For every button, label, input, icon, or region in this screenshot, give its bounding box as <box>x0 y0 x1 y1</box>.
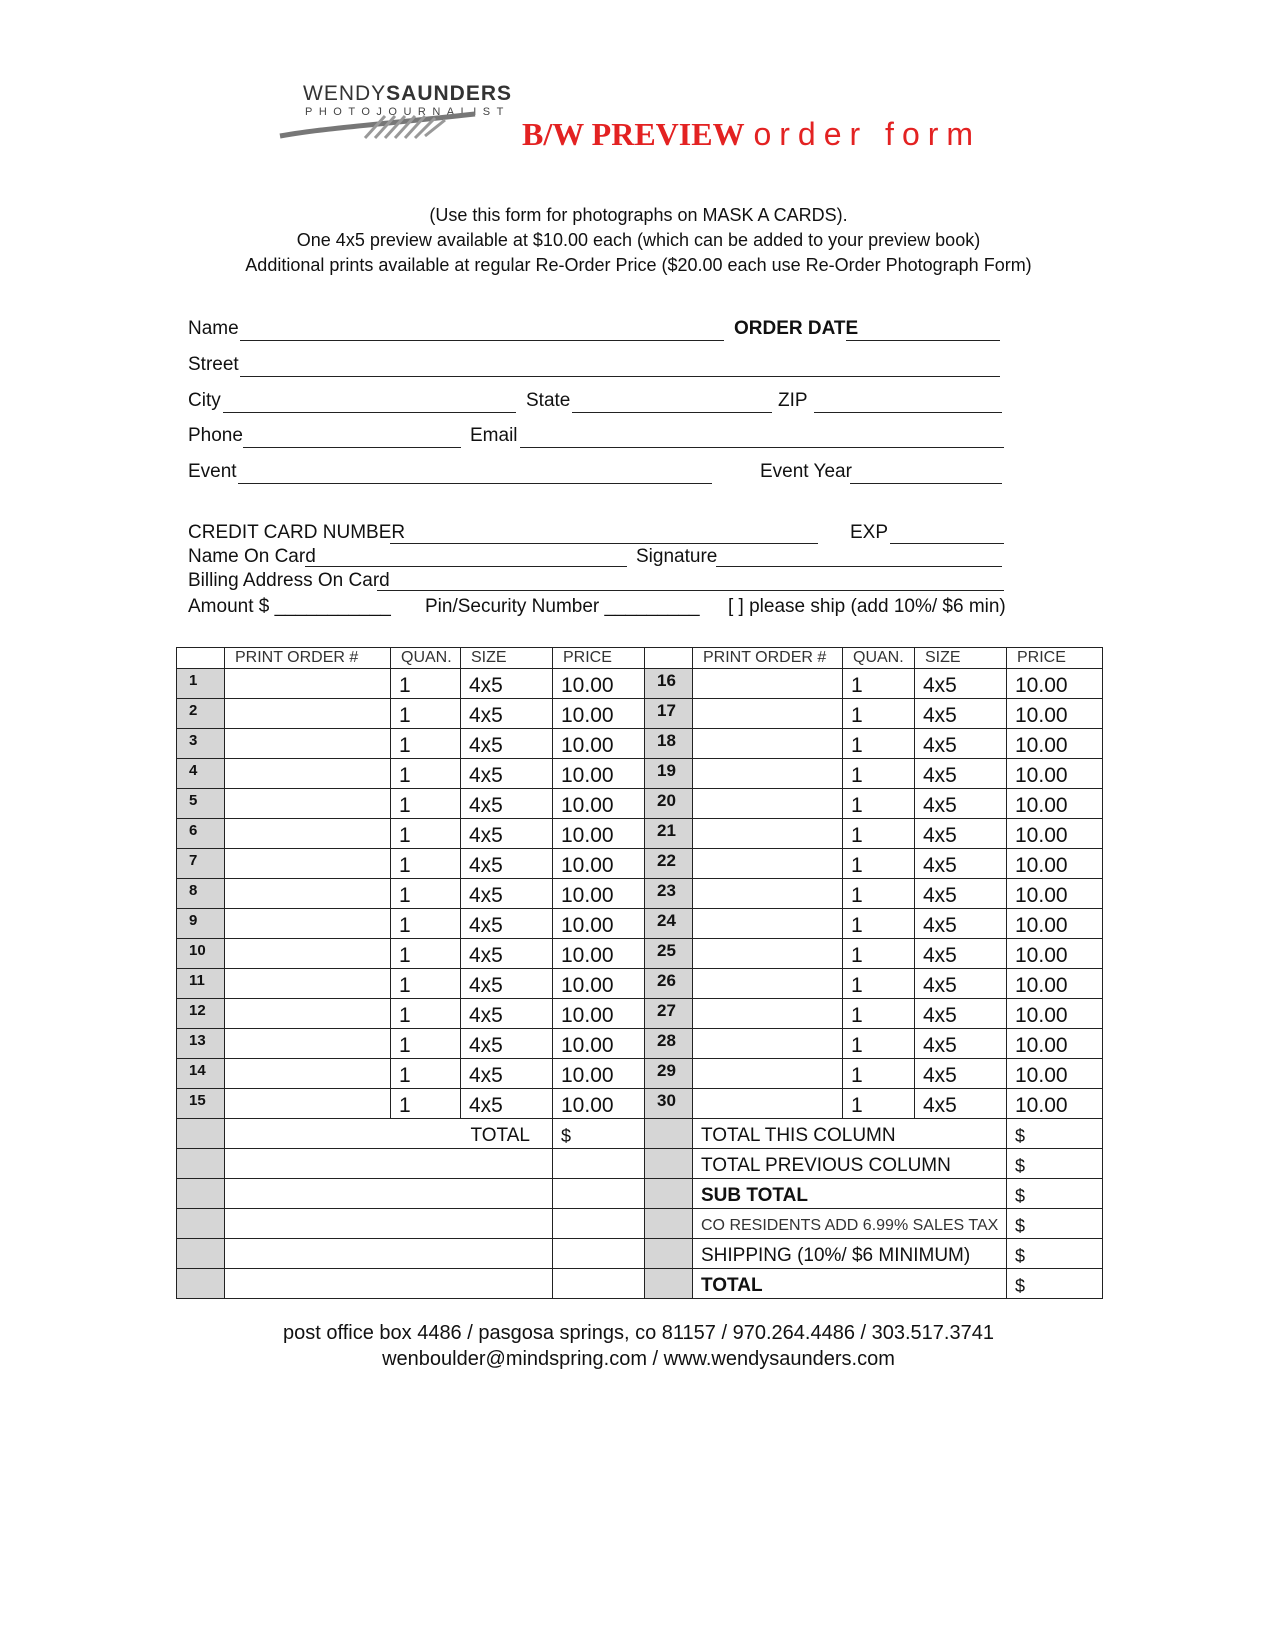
summary-label: SHIPPING (10%/ $6 MINIMUM) <box>693 1239 1007 1269</box>
summary-empty <box>225 1179 553 1209</box>
price-cell: 10.00 <box>553 999 645 1029</box>
quantity-cell[interactable]: 1 <box>391 789 461 819</box>
exp-field[interactable] <box>890 543 1004 544</box>
price-cell: 10.00 <box>1007 939 1103 969</box>
size-cell: 4x5 <box>461 999 553 1029</box>
print-order-cell[interactable] <box>693 969 843 999</box>
price-cell: 10.00 <box>553 759 645 789</box>
print-order-cell[interactable] <box>693 729 843 759</box>
quantity-cell[interactable]: 1 <box>391 729 461 759</box>
price-cell: 10.00 <box>553 849 645 879</box>
size-cell: 4x5 <box>915 1029 1007 1059</box>
size-cell: 4x5 <box>461 729 553 759</box>
row-number: 8 <box>177 879 225 909</box>
price-cell: 10.00 <box>1007 729 1103 759</box>
summary-spacer <box>177 1209 225 1239</box>
print-order-cell[interactable] <box>693 819 843 849</box>
size-cell: 4x5 <box>915 909 1007 939</box>
table-row <box>177 789 1103 819</box>
size-cell: 4x5 <box>461 819 553 849</box>
size-cell: 4x5 <box>915 1059 1007 1089</box>
price-cell: 10.00 <box>1007 819 1103 849</box>
header-size: SIZE <box>461 648 553 669</box>
row-number: 5 <box>177 789 225 819</box>
summary-empty <box>225 1269 553 1299</box>
print-order-cell[interactable] <box>225 1029 391 1059</box>
quantity-cell[interactable]: 1 <box>391 909 461 939</box>
summary-label: TOTAL THIS COLUMN <box>693 1119 1007 1149</box>
price-cell: 10.00 <box>553 939 645 969</box>
row-number: 26 <box>645 969 693 999</box>
signature-label: Signature <box>636 546 718 567</box>
size-cell: 4x5 <box>915 939 1007 969</box>
quantity-cell[interactable]: 1 <box>391 939 461 969</box>
quantity-cell[interactable]: 1 <box>391 759 461 789</box>
print-order-cell[interactable] <box>225 669 391 699</box>
size-cell: 4x5 <box>915 819 1007 849</box>
header-size: SIZE <box>915 648 1007 669</box>
size-cell: 4x5 <box>461 1089 553 1119</box>
price-cell: 10.00 <box>553 969 645 999</box>
price-cell: 10.00 <box>1007 879 1103 909</box>
quantity-cell[interactable]: 1 <box>391 699 461 729</box>
row-number: 16 <box>645 669 693 699</box>
price-cell: 10.00 <box>553 789 645 819</box>
row-number: 25 <box>645 939 693 969</box>
phone-field[interactable] <box>243 447 461 448</box>
price-cell: 10.00 <box>1007 1059 1103 1089</box>
summary-empty <box>553 1179 645 1209</box>
print-order-cell[interactable] <box>225 879 391 909</box>
row-number: 11 <box>177 969 225 999</box>
street-field[interactable] <box>240 376 1000 377</box>
quantity-cell[interactable]: 1 <box>843 939 915 969</box>
price-cell: 10.00 <box>553 819 645 849</box>
summary-spacer <box>177 1179 225 1209</box>
summary-row <box>177 1239 1103 1269</box>
price-cell: 10.00 <box>553 1089 645 1119</box>
table-row <box>177 999 1103 1029</box>
row-number: 12 <box>177 999 225 1029</box>
logo-brand: WENDYSAUNDERS <box>303 82 513 105</box>
price-cell: 10.00 <box>553 1029 645 1059</box>
row-number: 15 <box>177 1089 225 1119</box>
quantity-cell[interactable]: 1 <box>843 699 915 729</box>
print-order-cell[interactable] <box>225 789 391 819</box>
size-cell: 4x5 <box>915 699 1007 729</box>
amount-field[interactable]: Amount $ ___________ <box>188 596 391 617</box>
print-order-cell[interactable] <box>693 789 843 819</box>
row-number: 29 <box>645 1059 693 1089</box>
quantity-cell[interactable]: 1 <box>391 1059 461 1089</box>
size-cell: 4x5 <box>915 669 1007 699</box>
price-cell: 10.00 <box>1007 969 1103 999</box>
event-field[interactable] <box>238 483 712 484</box>
size-cell: 4x5 <box>461 699 553 729</box>
row-number: 30 <box>645 1089 693 1119</box>
billing-address-label: Billing Address On Card <box>188 570 390 591</box>
price-cell: 10.00 <box>1007 669 1103 699</box>
phone-label: Phone <box>188 425 243 446</box>
quantity-cell[interactable]: 1 <box>843 1029 915 1059</box>
row-number: 3 <box>177 729 225 759</box>
intro-text: (Use this form for photographs on MASK A CARDS). One 4x5 preview available at $10.00 each (which can be added to your preview book) Additional prints available at regular Re-Order Price ($20.00 each use Re-Order Photograph Form) <box>245 205 1032 275</box>
row-number: 28 <box>645 1029 693 1059</box>
street-label: Street <box>188 354 239 375</box>
print-order-cell[interactable] <box>693 909 843 939</box>
card-number-field[interactable] <box>390 543 818 544</box>
state-label: State <box>526 390 571 411</box>
row-number: 17 <box>645 699 693 729</box>
left-total-label: TOTAL <box>225 1119 553 1149</box>
summary-amount[interactable]: $ <box>1007 1119 1103 1149</box>
summary-spacer <box>645 1239 693 1269</box>
quantity-cell[interactable]: 1 <box>843 909 915 939</box>
summary-empty <box>553 1239 645 1269</box>
email-label: Email <box>470 425 518 446</box>
size-cell: 4x5 <box>915 969 1007 999</box>
summary-amount[interactable]: $ <box>1007 1269 1103 1299</box>
quantity-cell[interactable]: 1 <box>391 1089 461 1119</box>
city-field[interactable] <box>223 412 516 413</box>
zip-label: ZIP <box>778 390 808 411</box>
logo <box>275 82 513 152</box>
row-number: 24 <box>645 909 693 939</box>
footer-address: post office box 4486 / pasgosa springs, co 81157 / 970.264.4486 / 303.517.3741 <box>283 1322 994 1344</box>
table-row <box>177 879 1103 909</box>
order-date-field[interactable] <box>846 340 1000 341</box>
summary-amount[interactable]: $ <box>1007 1239 1103 1269</box>
card-number-label: CREDIT CARD NUMBER <box>188 522 406 543</box>
summary-spacer <box>645 1179 693 1209</box>
quantity-cell[interactable]: 1 <box>843 759 915 789</box>
row-number: 7 <box>177 849 225 879</box>
quantity-cell[interactable]: 1 <box>391 969 461 999</box>
row-number: 4 <box>177 759 225 789</box>
quantity-cell[interactable]: 1 <box>843 879 915 909</box>
table-row <box>177 909 1103 939</box>
quantity-cell[interactable]: 1 <box>843 669 915 699</box>
header-quantity: QUAN. <box>391 648 461 669</box>
quantity-cell[interactable]: 1 <box>843 819 915 849</box>
print-order-cell[interactable] <box>225 699 391 729</box>
table-row <box>177 1059 1103 1089</box>
size-cell: 4x5 <box>461 849 553 879</box>
table-row <box>177 759 1103 789</box>
summary-amount[interactable]: $ <box>1007 1149 1103 1179</box>
quantity-cell[interactable]: 1 <box>391 669 461 699</box>
row-number: 9 <box>177 909 225 939</box>
footer <box>0 1320 1277 1372</box>
size-cell: 4x5 <box>915 789 1007 819</box>
print-order-cell[interactable] <box>225 849 391 879</box>
print-order-cell[interactable] <box>693 1089 843 1119</box>
name-field[interactable] <box>240 340 724 341</box>
summary-spacer <box>645 1119 693 1149</box>
row-number: 10 <box>177 939 225 969</box>
print-order-cell[interactable] <box>225 969 391 999</box>
summary-row <box>177 1179 1103 1209</box>
table-row <box>177 939 1103 969</box>
table-row <box>177 1029 1103 1059</box>
price-cell: 10.00 <box>553 699 645 729</box>
table-header-row <box>177 648 1103 669</box>
price-cell: 10.00 <box>553 1059 645 1089</box>
price-cell: 10.00 <box>1007 699 1103 729</box>
price-cell: 10.00 <box>553 669 645 699</box>
print-order-cell[interactable] <box>225 909 391 939</box>
size-cell: 4x5 <box>915 1089 1007 1119</box>
row-number: 19 <box>645 759 693 789</box>
quantity-cell[interactable]: 1 <box>391 1029 461 1059</box>
size-cell: 4x5 <box>915 759 1007 789</box>
quantity-cell[interactable]: 1 <box>843 969 915 999</box>
print-order-cell[interactable] <box>693 669 843 699</box>
size-cell: 4x5 <box>915 879 1007 909</box>
table-row <box>177 699 1103 729</box>
size-cell: 4x5 <box>461 789 553 819</box>
print-order-cell[interactable] <box>225 999 391 1029</box>
summary-label: TOTAL <box>693 1269 1007 1299</box>
event-year-field[interactable] <box>850 483 1002 484</box>
size-cell: 4x5 <box>461 879 553 909</box>
print-order-cell[interactable] <box>225 819 391 849</box>
price-cell: 10.00 <box>1007 999 1103 1029</box>
print-order-cell[interactable] <box>693 849 843 879</box>
size-cell: 4x5 <box>915 999 1007 1029</box>
price-cell: 10.00 <box>1007 1089 1103 1119</box>
row-number: 27 <box>645 999 693 1029</box>
exp-label: EXP <box>850 522 889 543</box>
header-price: PRICE <box>1007 648 1103 669</box>
summary-row <box>177 1209 1103 1239</box>
signature-field[interactable] <box>716 566 1002 567</box>
summary-empty <box>225 1149 553 1179</box>
summary-empty <box>553 1269 645 1299</box>
size-cell: 4x5 <box>915 729 1007 759</box>
price-cell: 10.00 <box>1007 1029 1103 1059</box>
table-row <box>177 669 1103 699</box>
summary-empty <box>553 1209 645 1239</box>
header-blank <box>177 648 225 669</box>
footer-contact: wenboulder@mindspring.com / www.wendysaunders.com <box>382 1348 895 1370</box>
table-row <box>177 819 1103 849</box>
form-title: B/W PREVIEW order form <box>522 116 982 152</box>
summary-empty <box>225 1209 553 1239</box>
row-number: 20 <box>645 789 693 819</box>
print-order-cell[interactable] <box>693 939 843 969</box>
print-order-cell[interactable] <box>225 1059 391 1089</box>
summary-row <box>177 1149 1103 1179</box>
size-cell: 4x5 <box>461 1059 553 1089</box>
price-cell: 10.00 <box>553 729 645 759</box>
row-number: 23 <box>645 879 693 909</box>
name-on-card-field[interactable] <box>305 566 627 567</box>
quantity-cell[interactable]: 1 <box>843 849 915 879</box>
quantity-cell[interactable]: 1 <box>391 849 461 879</box>
row-number: 1 <box>177 669 225 699</box>
summary-spacer <box>177 1269 225 1299</box>
size-cell: 4x5 <box>461 939 553 969</box>
order-table <box>176 647 1103 1299</box>
summary-label: TOTAL PREVIOUS COLUMN <box>693 1149 1007 1179</box>
row-number: 2 <box>177 699 225 729</box>
header-price: PRICE <box>553 648 645 669</box>
summary-spacer <box>177 1239 225 1269</box>
price-cell: 10.00 <box>1007 759 1103 789</box>
print-order-cell[interactable] <box>693 879 843 909</box>
print-order-cell[interactable] <box>225 759 391 789</box>
size-cell: 4x5 <box>461 1029 553 1059</box>
quantity-cell[interactable]: 1 <box>391 819 461 849</box>
row-number: 21 <box>645 819 693 849</box>
header-blank <box>645 648 693 669</box>
summary-spacer <box>177 1149 225 1179</box>
print-order-cell[interactable] <box>225 939 391 969</box>
print-order-cell[interactable] <box>225 1089 391 1119</box>
print-order-cell[interactable] <box>225 729 391 759</box>
print-order-cell[interactable] <box>693 1059 843 1089</box>
summary-label: CO RESIDENTS ADD 6.99% SALES TAX <box>693 1209 1007 1239</box>
price-cell: 10.00 <box>1007 849 1103 879</box>
print-order-cell[interactable] <box>693 759 843 789</box>
logo-swoosh-icon <box>275 106 485 146</box>
event-year-label: Event Year <box>760 461 852 482</box>
name-on-card-label: Name On Card <box>188 546 316 567</box>
logo-subtitle: PHOTOJOURNALIST <box>305 106 510 118</box>
quantity-cell[interactable]: 1 <box>391 879 461 909</box>
print-order-cell[interactable] <box>693 699 843 729</box>
zip-field[interactable] <box>814 412 1002 413</box>
table-row <box>177 1089 1103 1119</box>
event-label: Event <box>188 461 237 482</box>
summary-spacer <box>645 1209 693 1239</box>
row-number: 6 <box>177 819 225 849</box>
table-row <box>177 969 1103 999</box>
size-cell: 4x5 <box>915 849 1007 879</box>
email-field[interactable] <box>520 447 1004 448</box>
summary-amount[interactable]: $ <box>1007 1209 1103 1239</box>
row-number: 22 <box>645 849 693 879</box>
size-cell: 4x5 <box>461 669 553 699</box>
row-number: 14 <box>177 1059 225 1089</box>
billing-address-field[interactable] <box>377 590 1004 591</box>
summary-empty <box>225 1239 553 1269</box>
price-cell: 10.00 <box>553 879 645 909</box>
summary-amount[interactable]: $ <box>1007 1179 1103 1209</box>
summary-spacer <box>177 1119 225 1149</box>
summary-row <box>177 1119 1103 1149</box>
name-label: Name <box>188 318 239 339</box>
print-order-cell[interactable] <box>693 999 843 1029</box>
quantity-cell[interactable]: 1 <box>843 729 915 759</box>
summary-empty <box>553 1149 645 1179</box>
table-row <box>177 849 1103 879</box>
left-total-amount[interactable]: $ <box>553 1119 645 1149</box>
size-cell: 4x5 <box>461 969 553 999</box>
quantity-cell[interactable]: 1 <box>843 1089 915 1119</box>
summary-label: SUB TOTAL <box>693 1179 1007 1209</box>
summary-spacer <box>645 1149 693 1179</box>
summary-row <box>177 1269 1103 1299</box>
order-date-label: ORDER DATE <box>734 318 859 339</box>
price-cell: 10.00 <box>1007 909 1103 939</box>
city-label: City <box>188 390 221 411</box>
header-print-order: PRINT ORDER # <box>225 648 391 669</box>
quantity-cell[interactable]: 1 <box>843 789 915 819</box>
quantity-cell[interactable]: 1 <box>843 1059 915 1089</box>
price-cell: 10.00 <box>1007 789 1103 819</box>
size-cell: 4x5 <box>461 759 553 789</box>
table-row <box>177 729 1103 759</box>
header-print-order: PRINT ORDER # <box>693 648 843 669</box>
summary-spacer <box>645 1269 693 1299</box>
price-cell: 10.00 <box>553 909 645 939</box>
row-number: 18 <box>645 729 693 759</box>
size-cell: 4x5 <box>461 909 553 939</box>
state-field[interactable] <box>572 412 772 413</box>
ship-checkbox[interactable]: [ ] please ship (add 10%/ $6 min) <box>728 596 1006 617</box>
quantity-cell[interactable]: 1 <box>843 999 915 1029</box>
header-quantity: QUAN. <box>843 648 915 669</box>
row-number: 13 <box>177 1029 225 1059</box>
pin-field[interactable]: Pin/Security Number _________ <box>425 596 700 617</box>
print-order-cell[interactable] <box>693 1029 843 1059</box>
quantity-cell[interactable]: 1 <box>391 999 461 1029</box>
